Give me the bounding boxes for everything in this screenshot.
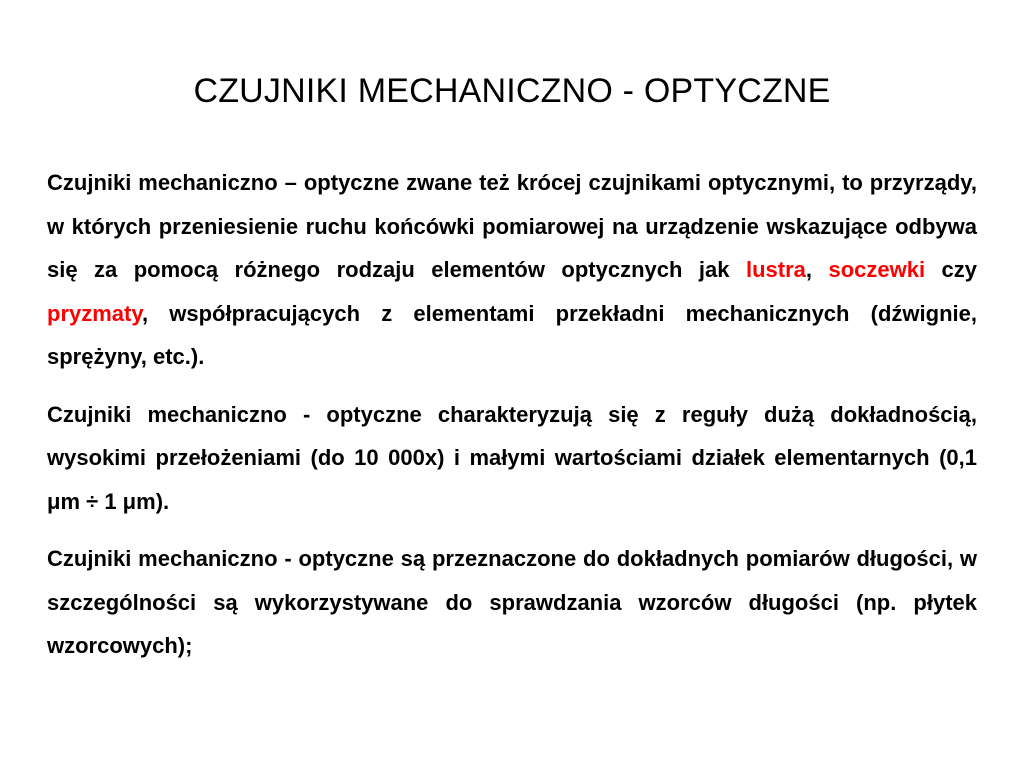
- separator-czy: czy: [925, 257, 977, 282]
- highlight-soczewki: soczewki: [828, 257, 926, 282]
- paragraph-characteristics: Czujniki mechaniczno - optyczne charakteryzują się z reguły dużą dokładnością, wysokimi przełożeniami (do 10 000x) i małymi wartościami działek elementarnych (0,1 μm ÷ 1 μm).: [47, 401, 977, 514]
- separator-comma: ,: [805, 257, 829, 282]
- paragraph-intro-text-a: Czujniki mechaniczno – optyczne zwane też krócej czujnikami optycznymi, to przyrządy, w których przeniesienie ruchu końcówki pomiarowej na urządzenie wskazujące odbywa się za pomocą różnego rodzaju elementów optycznych jak: [47, 170, 977, 282]
- highlight-lustra: lustra: [745, 257, 806, 282]
- paragraph-intro: [47, 161, 977, 379]
- slide-title: CZUJNIKI MECHANICZNO - OPTYCZNE: [193, 72, 831, 110]
- slide-body: [47, 161, 977, 682]
- highlight-pryzmaty: pryzmaty: [47, 300, 142, 326]
- paragraph-intro-text-b: , współpracujących z elementami przekładni mechanicznych (dźwignie, sprężyny, etc.).: [47, 300, 977, 369]
- paragraph-applications: Czujniki mechaniczno - optyczne są przeznaczone do dokładnych pomiarów długości, w szczególności są wykorzystywane do sprawdzania wzorców długości (np. płytek wzorcowych);: [47, 546, 977, 658]
